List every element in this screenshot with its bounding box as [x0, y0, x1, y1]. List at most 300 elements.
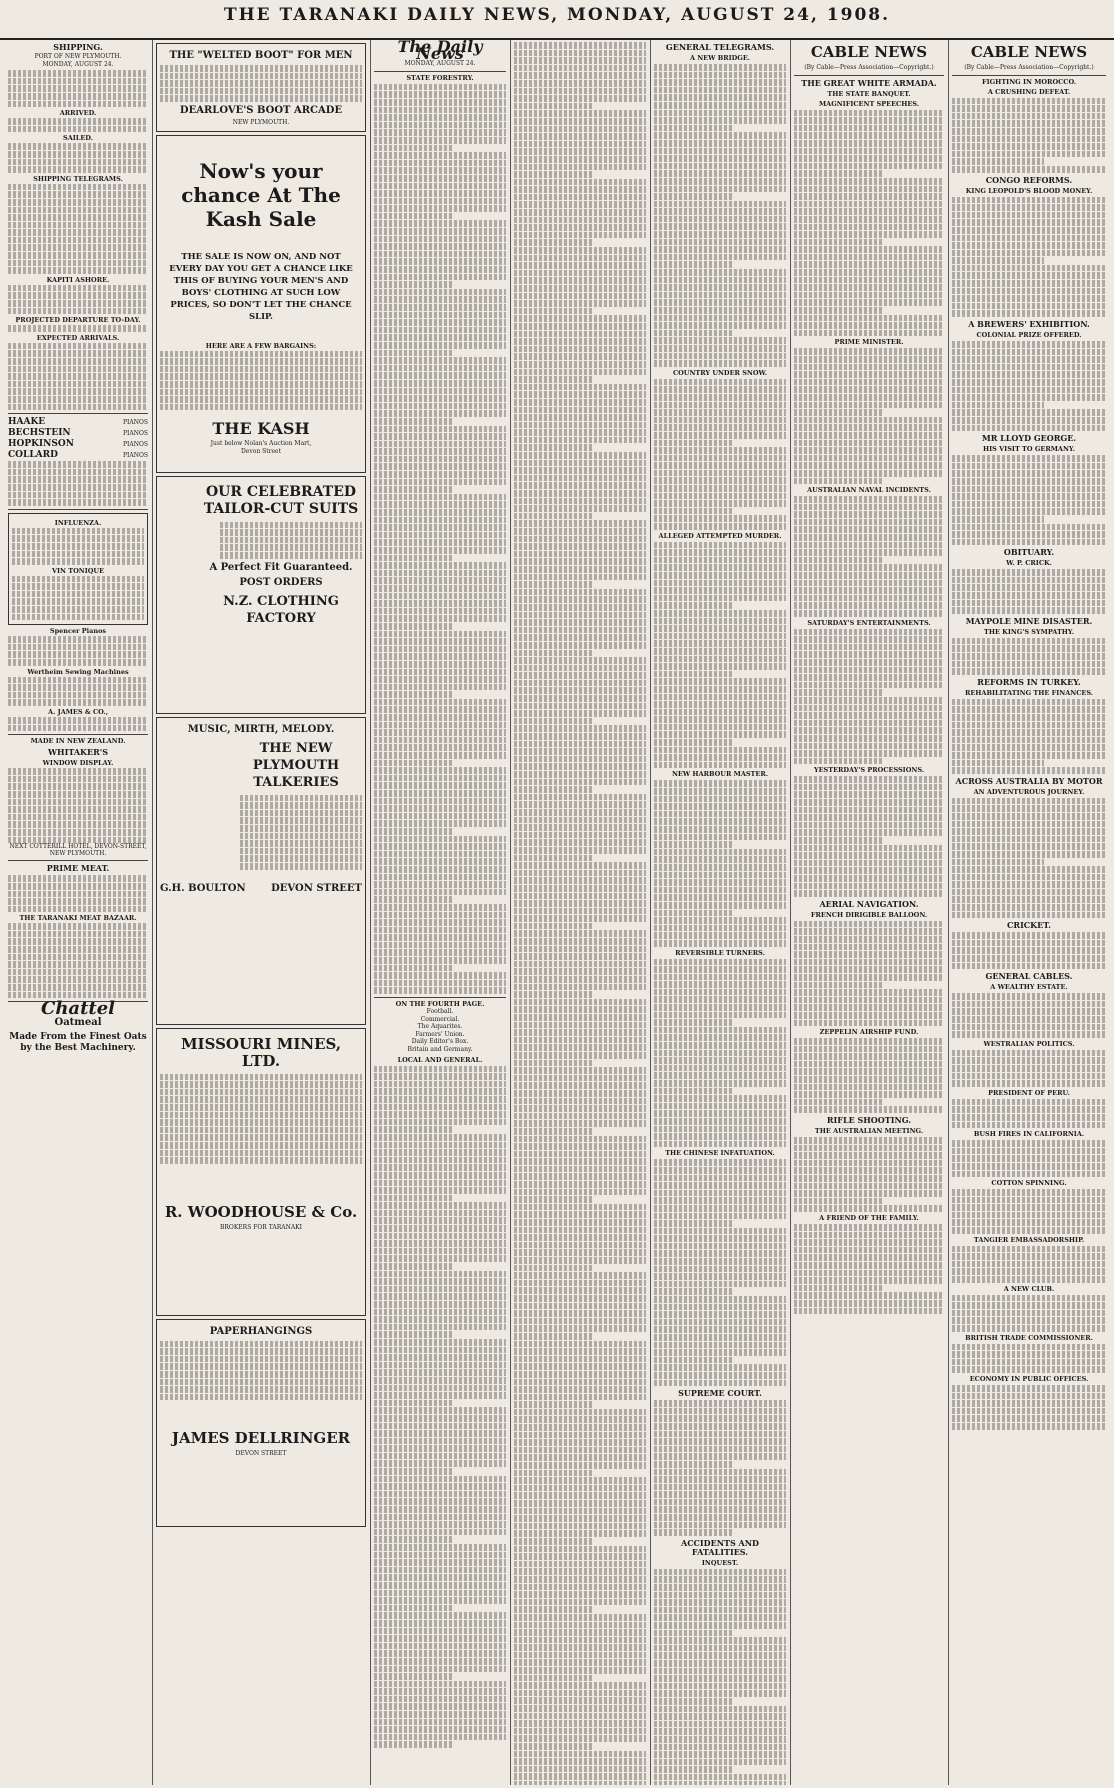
body-text-line [514, 133, 646, 140]
body-text-line [514, 1234, 646, 1241]
body-text-line [952, 120, 1106, 127]
nz-clothing-heading: N.Z. CLOTHING FACTORY [223, 593, 339, 626]
body-text-line [374, 972, 506, 979]
body-text-line [654, 447, 786, 454]
body-text-line [374, 798, 506, 805]
welted-heading: THE "WELTED BOOT" FOR MEN [169, 50, 353, 61]
body-text-line [794, 974, 944, 981]
body-text-line [514, 984, 646, 991]
peru-heading: PRESIDENT OF PERU. [988, 1088, 1070, 1097]
body-text-line [654, 1250, 786, 1257]
body-text-line [952, 1155, 1106, 1162]
body-text-line [952, 212, 1106, 219]
body-text-line [514, 467, 646, 474]
body-text-line [654, 1012, 786, 1019]
body-text-line [374, 1172, 506, 1179]
body-text-line [654, 762, 786, 769]
body-text-line [514, 1287, 646, 1294]
body-text-line [952, 1001, 1106, 1008]
body-text-line [514, 1075, 646, 1082]
body-text-line [794, 989, 944, 996]
body-text-line [374, 760, 453, 767]
body-text-line [794, 417, 944, 424]
body-text-line [514, 308, 593, 315]
body-text-line [514, 1325, 646, 1332]
column-editorial-continued [514, 40, 646, 1785]
body-text-line [514, 741, 646, 748]
body-text-line [514, 498, 646, 505]
body-text-line [654, 1630, 733, 1637]
body-text-line [952, 714, 1106, 721]
body-text-line [374, 1536, 453, 1543]
body-text-line [952, 821, 1106, 828]
body-text-line [952, 828, 1106, 835]
body-text-line [514, 1211, 646, 1218]
body-text-line [654, 663, 786, 670]
boulton-street: DEVON STREET [271, 882, 362, 894]
body-text-line [374, 1514, 506, 1521]
body-text-line [514, 513, 593, 520]
body-text-line [952, 143, 1106, 150]
body-text-line [374, 1111, 506, 1118]
body-text-line [374, 1217, 506, 1224]
body-text-line [374, 1339, 506, 1346]
body-text-line [374, 1529, 506, 1536]
body-text-line [514, 186, 646, 193]
body-text-line [794, 1145, 944, 1152]
body-text-line [952, 699, 1106, 706]
body-text-line [374, 1369, 506, 1376]
piano-brand: HOPKINSON [8, 439, 74, 450]
body-text-line [374, 183, 506, 190]
body-text-line [654, 462, 786, 469]
body-text-line [952, 993, 1106, 1000]
body-text-line [514, 1280, 646, 1287]
body-text-line [654, 1080, 786, 1087]
body-text-line [952, 470, 1106, 477]
body-text-line [952, 204, 1106, 211]
body-text-line [374, 676, 506, 683]
body-text-line [952, 387, 1106, 394]
body-text-line [952, 531, 1106, 538]
body-text-line [952, 1080, 1106, 1087]
body-text-line [654, 1400, 786, 1407]
body-text-line [952, 1227, 1106, 1234]
supreme-court-heading: SUPREME COURT. [678, 1388, 762, 1399]
body-text-line [952, 1423, 1106, 1430]
body-text-line [654, 1042, 786, 1049]
body-text-line [374, 426, 506, 433]
body-text-line [374, 1468, 453, 1475]
body-text-line [374, 980, 506, 987]
body-text-line [952, 1408, 1106, 1415]
body-text-line [374, 274, 506, 281]
body-text-line [374, 866, 506, 873]
body-text-line [514, 710, 646, 717]
body-text-line [374, 600, 506, 607]
body-text-line [794, 1020, 944, 1027]
body-text-line [514, 323, 646, 330]
body-text-line [794, 1300, 944, 1307]
body-text-line [952, 932, 1106, 939]
body-text-line [952, 478, 1106, 485]
body-text-line [654, 1175, 786, 1182]
body-text-line [794, 155, 944, 162]
body-text-line [654, 178, 786, 185]
body-text-line [952, 524, 1106, 531]
influenza-heading: INFLUENZA. [54, 518, 102, 527]
body-text-line [952, 235, 1106, 242]
body-text-line [514, 953, 646, 960]
body-text-line [514, 1751, 646, 1758]
body-text-line [374, 463, 506, 470]
body-text-line [374, 1415, 506, 1422]
piano-brand: BECHSTEIN [8, 428, 71, 439]
body-text-line [794, 997, 944, 1004]
body-text-line [654, 64, 786, 71]
body-text-line [374, 1681, 506, 1688]
body-text-line [654, 966, 786, 973]
body-text-line [514, 1424, 646, 1431]
body-text-line [514, 1614, 646, 1621]
body-text-line [654, 417, 786, 424]
body-text-line [654, 1766, 733, 1773]
body-text-line [374, 1582, 506, 1589]
body-text-line [654, 1622, 786, 1629]
body-text-line [374, 304, 506, 311]
body-text-line [654, 1281, 786, 1288]
fourth-item: Football. [426, 1008, 454, 1016]
cable-credit-2: (By Cable—Press Association—Copyright.) [964, 64, 1094, 71]
turkey-heading: REFORMS IN TURKEY. [977, 676, 1081, 687]
body-text-line [514, 991, 593, 998]
body-text-line [374, 615, 506, 622]
body-text-line [654, 1438, 786, 1445]
body-text-line [654, 1461, 733, 1468]
body-text-line [794, 462, 944, 469]
body-text-line [514, 1257, 646, 1264]
body-text-line [952, 569, 1106, 576]
body-text-line [374, 334, 506, 341]
body-text-line [654, 686, 786, 693]
talkeries-heading: THE NEW PLYMOUTH TALKERIES [252, 740, 340, 790]
kash-street: Devon Street [240, 447, 282, 455]
body-text-line [794, 944, 944, 951]
body-text-line [654, 940, 786, 947]
body-text-line [794, 921, 944, 928]
body-text-line [794, 875, 944, 882]
james-heading: A. JAMES & CO., [48, 708, 108, 716]
body-text-line [514, 247, 646, 254]
body-text-line [952, 1099, 1106, 1106]
body-text-line [952, 881, 1106, 888]
body-text-line [374, 152, 506, 159]
body-text-line [952, 1065, 1106, 1072]
body-text-line [514, 1219, 646, 1226]
body-text-line [794, 1038, 944, 1045]
body-text-line [374, 631, 506, 638]
body-text-line [794, 697, 944, 704]
lloyd-george-heading: MR LLOYD GEORGE. [981, 433, 1077, 444]
body-text-line [654, 515, 786, 522]
body-text-line [794, 447, 944, 454]
body-text-line [374, 1605, 453, 1612]
friend-heading: A FRIEND OF THE FAMILY. [819, 1213, 919, 1222]
body-text-line [654, 379, 786, 386]
body-text-line [952, 1140, 1106, 1147]
aerial-heading: AERIAL NAVIGATION. [819, 898, 919, 909]
body-text-line [952, 1114, 1106, 1121]
kash-heading: THE KASH [212, 419, 310, 439]
body-text-line [514, 164, 646, 171]
body-text-line [654, 523, 786, 530]
body-text-line [514, 1416, 646, 1423]
body-text-line [374, 524, 506, 531]
state-forestry-heading: STATE FORESTRY. [406, 73, 474, 82]
body-text-line [654, 671, 733, 678]
body-text-line [374, 1081, 506, 1088]
finances-heading: REHABILITATING THE FINANCES. [964, 688, 1094, 697]
body-text-line [952, 600, 1106, 607]
body-text-line [794, 163, 944, 170]
body-text-line [374, 1354, 506, 1361]
column-shipping [8, 40, 148, 1785]
body-text-line [794, 356, 944, 363]
body-text-line [654, 572, 786, 579]
turners-heading: REVERSIBLE TURNERS. [675, 948, 765, 957]
body-text-line [654, 640, 786, 647]
body-text-line [654, 1296, 786, 1303]
body-text-line [514, 1591, 646, 1598]
body-text-line [654, 440, 733, 447]
body-text-line [514, 201, 646, 208]
body-text-line [654, 1728, 786, 1735]
body-text-line [794, 1292, 944, 1299]
body-text-line [514, 1576, 646, 1583]
body-text-line [514, 50, 646, 57]
body-text-line [514, 733, 646, 740]
body-text-line [514, 1667, 646, 1674]
body-text-line [654, 1736, 786, 1743]
body-text-line [374, 1567, 506, 1574]
body-text-line [794, 1167, 944, 1174]
body-text-line [794, 807, 944, 814]
body-text-line [374, 1521, 506, 1528]
body-text-line [654, 1126, 786, 1133]
influenza-ad [8, 513, 148, 626]
body-text-line [952, 158, 1044, 165]
body-text-line [654, 1599, 786, 1606]
body-text-line [374, 813, 506, 820]
body-text-line [514, 1561, 646, 1568]
body-text-line [514, 179, 646, 186]
body-text-line [654, 803, 786, 810]
body-text-line [374, 205, 506, 212]
fourth-item: Farmers' Union. [415, 1030, 465, 1038]
body-text-line [514, 1515, 646, 1522]
body-text-line [374, 1157, 506, 1164]
body-text-line [654, 826, 786, 833]
body-text-line [374, 1423, 506, 1430]
body-text-line [374, 1445, 506, 1452]
body-text-line [514, 574, 646, 581]
piano-brand: HAAKE [8, 417, 46, 428]
body-text-line [374, 1180, 506, 1187]
body-text-line [374, 395, 506, 402]
body-text-line [514, 968, 646, 975]
body-text-line [654, 549, 786, 556]
body-text-line [514, 1295, 646, 1302]
body-text-line [952, 1400, 1106, 1407]
fires-heading: BUSH FIRES IN CALIFORNIA. [973, 1130, 1085, 1139]
body-text-line [374, 365, 506, 372]
body-text-line [794, 1061, 944, 1068]
body-text-line [952, 265, 1106, 272]
body-text-line [654, 201, 786, 208]
body-text-line [514, 1781, 646, 1785]
paperhangings-heading: PAPERHANGINGS [209, 1325, 313, 1337]
body-text-line [374, 1620, 506, 1627]
body-text-line [654, 1057, 786, 1064]
talkeries-ad [156, 717, 366, 1025]
body-text-line [952, 1197, 1106, 1204]
body-text-line [514, 1401, 593, 1408]
body-text-line [374, 167, 506, 174]
body-text-line [374, 699, 506, 706]
body-text-line [794, 936, 944, 943]
body-text-line [374, 198, 506, 205]
bargains-heading: HERE ARE A FEW BARGAINS: [205, 341, 317, 350]
body-text-line [514, 877, 646, 884]
body-text-line [654, 1660, 786, 1667]
body-text-line [654, 394, 786, 401]
body-text-line [374, 1726, 506, 1733]
body-text-line [374, 1195, 453, 1202]
body-text-line [514, 1060, 593, 1067]
made-nz-heading: MADE IN NEW ZEALAND. [30, 737, 126, 746]
body-text-line [374, 1309, 506, 1316]
body-text-line [952, 516, 1044, 523]
body-text-line [952, 1261, 1106, 1268]
body-text-line [654, 1576, 786, 1583]
body-text-line [374, 1255, 506, 1262]
body-text-line [514, 1022, 646, 1029]
body-text-line [654, 602, 733, 609]
body-text-line [654, 1197, 786, 1204]
body-text-line [794, 1175, 944, 1182]
body-text-line [374, 1719, 506, 1726]
body-text-line [374, 1278, 506, 1285]
body-text-line [514, 490, 646, 497]
body-text-line [654, 618, 786, 625]
body-text-line [794, 261, 944, 268]
body-text-line [514, 1735, 646, 1742]
body-text-line [952, 798, 1106, 805]
fourth-page-heading: ON THE FOURTH PAGE. [395, 1000, 485, 1009]
body-text-line [654, 1019, 733, 1026]
body-text-line [374, 228, 506, 235]
body-text-line [654, 716, 786, 723]
body-text-line [952, 539, 1106, 546]
body-text-line [654, 564, 786, 571]
body-text-line [514, 391, 646, 398]
pianos-label: PIANOS [122, 441, 148, 449]
body-text-line [654, 894, 786, 901]
body-text-line [374, 714, 506, 721]
column-editorial [374, 40, 506, 1785]
body-text-line [654, 1118, 786, 1125]
body-text-line [374, 258, 506, 265]
body-text-line [654, 79, 786, 86]
body-text-line [514, 1743, 593, 1750]
congo-heading: CONGO REFORMS. [985, 174, 1073, 185]
body-text-line [514, 1705, 646, 1712]
body-text-line [654, 1744, 786, 1751]
body-text-line [952, 356, 1106, 363]
column-advertisements [156, 40, 366, 1785]
shipping-heading: SHIPPING. [53, 42, 103, 52]
body-text-line [654, 1759, 786, 1766]
body-text-line [374, 942, 506, 949]
body-text-line [514, 1151, 646, 1158]
body-text-line [952, 1163, 1106, 1170]
body-text-line [514, 771, 646, 778]
body-text-line [952, 1148, 1106, 1155]
body-text-line [514, 718, 593, 725]
body-text-line [514, 384, 646, 391]
body-text-line [374, 1324, 506, 1331]
body-text-line [952, 151, 1106, 158]
body-text-line [514, 156, 646, 163]
body-text-line [654, 1607, 786, 1614]
body-text-line [654, 625, 786, 632]
body-text-line [654, 1713, 786, 1720]
body-text-line [514, 1454, 646, 1461]
body-text-line [514, 801, 646, 808]
body-text-line [654, 1690, 786, 1697]
body-text-line [654, 254, 786, 261]
body-text-line [514, 786, 593, 793]
body-text-line [794, 478, 884, 485]
body-text-line [654, 1213, 786, 1220]
body-text-line [794, 201, 944, 208]
body-text-line [654, 1288, 733, 1295]
body-text-line [514, 285, 646, 292]
body-text-line [654, 834, 786, 841]
body-text-line [952, 866, 1106, 873]
body-text-line [952, 166, 1106, 173]
body-text-line [654, 1645, 786, 1652]
body-text-line [514, 1014, 646, 1021]
body-text-line [374, 1187, 506, 1194]
body-text-line [654, 981, 786, 988]
body-text-line [374, 1666, 506, 1673]
body-text-line [654, 724, 786, 731]
body-text-line [654, 1095, 786, 1102]
body-text-line [514, 1470, 593, 1477]
body-text-line [794, 307, 884, 314]
body-text-line [654, 94, 786, 101]
body-text-line [654, 989, 786, 996]
body-text-line [952, 257, 1044, 264]
body-text-line [654, 841, 733, 848]
body-text-line [654, 1637, 786, 1644]
body-text-line [374, 494, 506, 501]
body-text-line [514, 1500, 646, 1507]
arrived-heading: ARRIVED. [59, 109, 97, 118]
body-text-line [952, 1325, 1106, 1332]
chinese-heading: THE CHINESE INFATUATION. [665, 1149, 775, 1158]
